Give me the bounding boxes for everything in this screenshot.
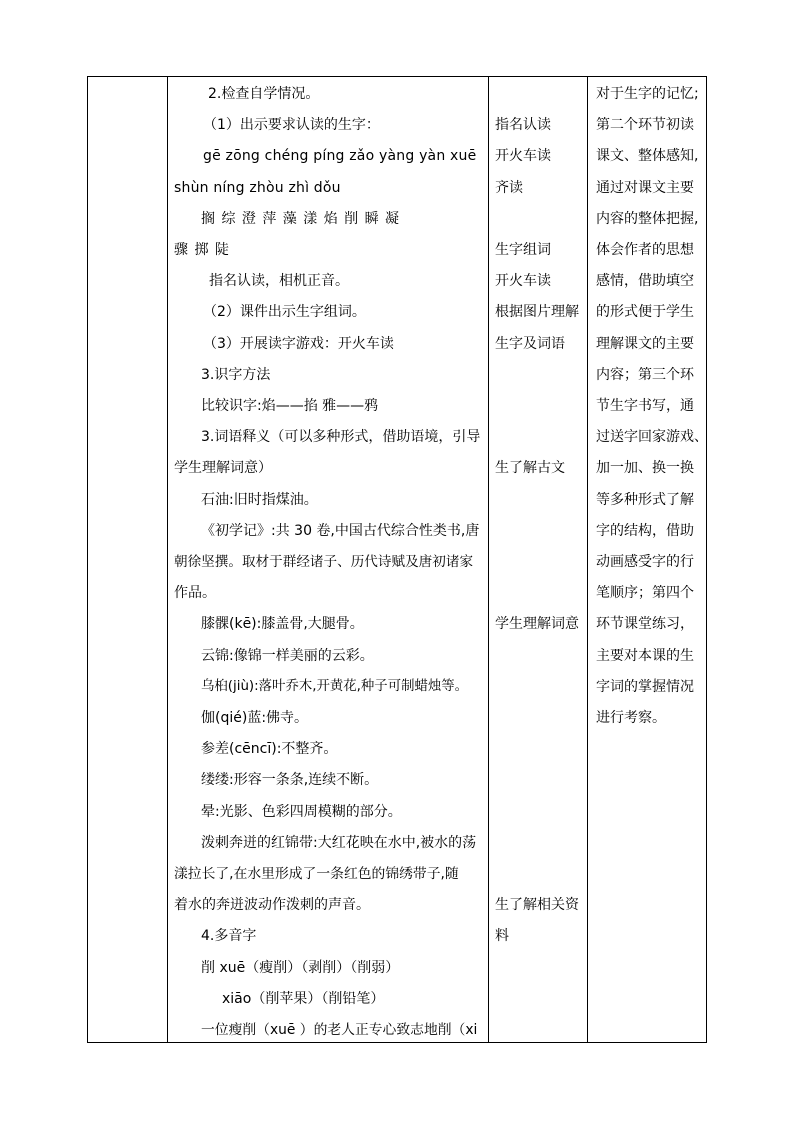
intent-line: 通过对课文主要 <box>596 180 694 196</box>
student-line: 根据图片理解 <box>495 304 579 320</box>
intent-line: 等多种形式了解 <box>596 492 694 508</box>
student-line: 开火车读 <box>495 273 551 289</box>
main-line: xiāo（削苹果）（削铅笔） <box>222 991 385 1007</box>
main-line: 晕:光影、色彩四周模糊的部分。 <box>201 804 402 820</box>
main-line: 2.检查自学情况。 <box>208 86 320 102</box>
intent-line: 过送字回家游戏、 <box>596 429 708 445</box>
main-line: （1）出示要求认读的生字： <box>203 117 380 133</box>
main-line: 缕缕:形容一条条,连续不断。 <box>201 772 379 788</box>
main-line: 着水的奔迸波动作泼刺的声音。 <box>174 897 370 913</box>
main-line: （2）课件出示生字组词。 <box>203 304 366 320</box>
intent-line: 理解课文的主要 <box>596 336 694 352</box>
intent-line: 进行考察。 <box>596 710 666 726</box>
main-line: 搁 综 澄 萍 藻 漾 焰 削 瞬 凝 <box>201 211 401 227</box>
student-line: 指名认读 <box>495 117 551 133</box>
main-line: 3.词语释义（可以多种形式，借助语境，引导 <box>201 429 481 445</box>
intent-line: 对于生字的记忆; <box>596 86 699 102</box>
main-line: 作品。 <box>174 585 216 601</box>
intent-line: 的形式便于学生 <box>596 304 694 320</box>
student-line: 生了解相关资 <box>495 897 579 913</box>
main-line: 漾拉长了,在水里形成了一条红色的锦绣带子,随 <box>174 866 459 882</box>
main-line: shùn níng zhòu zhì dǒu <box>174 180 341 196</box>
column-divider <box>167 77 168 1042</box>
main-line: 比较识字:焰——掐 雅——鸦 <box>201 398 379 414</box>
main-line: 参差(cēncī):不整齐。 <box>201 741 338 757</box>
intent-line: 体会作者的思想 <box>596 242 694 258</box>
intent-line: 感情，借助填空 <box>596 273 694 289</box>
intent-line: 加一加、换一换 <box>596 460 694 476</box>
main-line: 4.多音字 <box>201 928 257 944</box>
main-line: 指名认读，相机正音。 <box>209 273 349 289</box>
main-line: 学生理解词意） <box>174 460 272 476</box>
intent-line: 环节课堂练习， <box>596 616 694 632</box>
main-line: gē zōng chéng píng zǎo yàng yàn xuē <box>203 148 477 164</box>
main-line: 3.识字方法 <box>201 367 271 383</box>
student-line: 料 <box>495 928 509 944</box>
intent-line: 笔顺序；第四个 <box>596 585 694 601</box>
main-line: 《初学记》:共 30 卷,中国古代综合性类书,唐 <box>201 523 480 539</box>
main-line: 朝徐坚撰。取材于群经诸子、历代诗赋及唐初诸家 <box>174 554 474 570</box>
intent-line: 第二个环节初读 <box>596 117 694 133</box>
main-line: （3）开展读字游戏：开火车读 <box>203 336 394 352</box>
student-line: 开火车读 <box>495 148 551 164</box>
intent-line: 字的结构，借助 <box>596 523 694 539</box>
main-line: 伽(qié)蓝:佛寺。 <box>201 710 309 726</box>
intent-line: 动画感受字的行 <box>596 554 694 570</box>
intent-line: 内容的整体把握, <box>596 211 699 227</box>
main-line: 一位瘦削（xuē ）的老人正专心致志地削（xi <box>201 1022 478 1038</box>
column-divider <box>587 77 588 1042</box>
intent-line: 内容；第三个环 <box>596 367 694 383</box>
intent-line: 节生字书写，通 <box>596 398 694 414</box>
main-line: 云锦:像锦一样美丽的云彩。 <box>201 648 374 664</box>
main-line: 石油:旧时指煤油。 <box>201 492 318 508</box>
main-line: 乌桕(jiù):落叶乔木,开黄花,种子可制蜡烛等。 <box>201 679 469 694</box>
student-line: 生字组词 <box>495 242 551 258</box>
main-line: 削 xuē（瘦削）（剥削）（削弱） <box>201 960 400 976</box>
main-line: 膝髁(kē):膝盖骨,大腿骨。 <box>201 616 364 632</box>
intent-line: 课文、整体感知, <box>596 148 699 164</box>
column-divider <box>488 77 489 1042</box>
student-line: 生字及词语 <box>495 336 565 352</box>
lesson-table <box>87 76 707 1043</box>
student-line: 齐读 <box>495 180 523 196</box>
intent-line: 主要对本课的生 <box>596 648 694 664</box>
intent-line: 字词的掌握情况 <box>596 679 694 695</box>
student-line: 学生理解词意 <box>495 616 579 632</box>
main-line: 泼刺奔迸的红锦带:大红花映在水中,被水的荡 <box>201 835 477 851</box>
main-line: 骤 掷 陡 <box>174 242 230 258</box>
student-line: 生了解古文 <box>495 460 565 476</box>
